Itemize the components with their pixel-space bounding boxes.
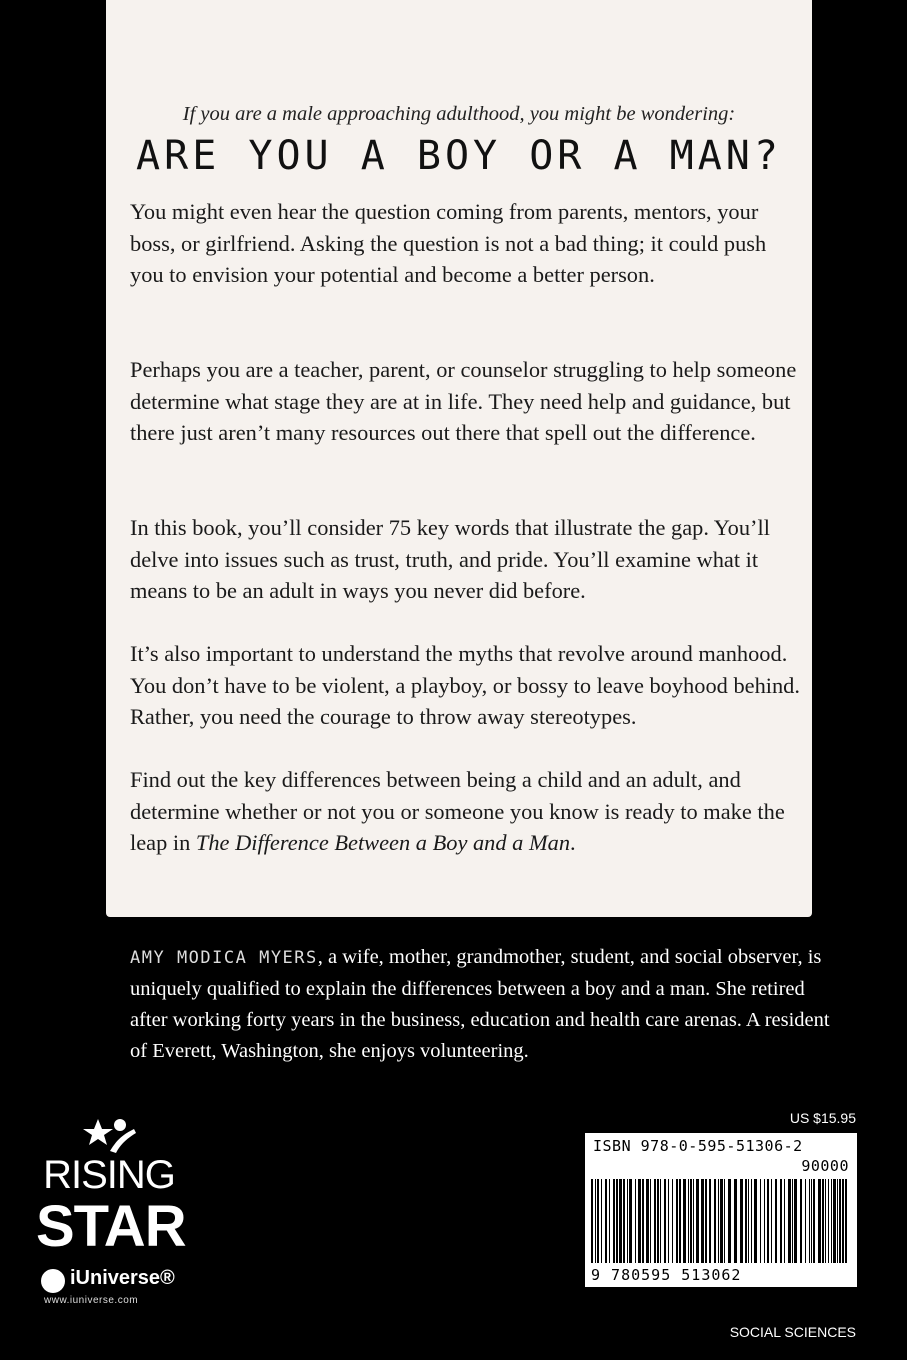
barcode-bar	[718, 1179, 719, 1263]
barcode-bar	[724, 1179, 725, 1263]
barcode-bar	[601, 1179, 602, 1263]
barcode-bar	[690, 1179, 692, 1263]
barcode-bar	[642, 1179, 644, 1263]
barcode-bar	[650, 1179, 651, 1263]
barcode	[585, 1133, 857, 1287]
barcode-bar	[805, 1179, 806, 1263]
barcode-bar	[745, 1179, 747, 1263]
intro-line: If you are a male approaching adulthood, you might be wondering:	[182, 103, 736, 125]
paragraph-1: You might even hear the question coming from parents, mentors, your boss, or girlfriend. Asking the question is not a bad thing; it could push you to envision your potential and become a better person.	[130, 199, 767, 288]
barcode-bar	[629, 1179, 632, 1263]
barcode-bar	[825, 1179, 826, 1263]
barcode-bar	[701, 1179, 704, 1263]
barcode-bar	[767, 1179, 769, 1263]
barcode-bar	[638, 1179, 641, 1263]
barcode-bar	[813, 1179, 815, 1263]
barcode-bar	[792, 1179, 793, 1263]
barcode-bar	[837, 1179, 838, 1263]
barcode-bar	[595, 1179, 596, 1263]
barcode-bar	[627, 1179, 628, 1263]
barcode-bar	[760, 1179, 761, 1263]
publisher-url: www.iuniverse.com	[44, 1295, 139, 1306]
barcode-bar	[842, 1179, 844, 1263]
barcode-bar	[822, 1179, 824, 1263]
barcode-bar	[784, 1179, 785, 1263]
ean-number: 9 780595 513062	[591, 1266, 742, 1284]
barcode-bar	[839, 1179, 841, 1263]
price: US $15.95	[789, 1110, 856, 1126]
publisher-name: iUniverse®	[70, 1267, 175, 1289]
author-name: AMY MODICA MYERS	[130, 948, 318, 968]
barcode-bar	[668, 1179, 669, 1263]
barcode-bar	[780, 1179, 782, 1263]
barcode-bar	[845, 1179, 847, 1263]
barcode-bar	[788, 1179, 791, 1263]
book-title: The Difference Between a Boy and a Man	[195, 830, 571, 856]
barcode-bar	[623, 1179, 625, 1263]
category-label: SOCIAL SCIENCES	[729, 1324, 856, 1340]
barcode-bar	[654, 1179, 656, 1263]
barcode-bar	[833, 1179, 836, 1263]
paragraph-2: Perhaps you are a teacher, parent, or counselor struggling to help someone determine what stage they are at in life. They need help and guidance, but there just aren’t many resources out there that spell out the difference.	[130, 357, 797, 446]
barcode-bar	[751, 1179, 752, 1263]
barcode-bar	[800, 1179, 802, 1263]
paragraph-5	[130, 764, 800, 859]
iuniverse-icon	[41, 1269, 65, 1293]
barcode-bar	[696, 1179, 699, 1263]
paragraph-5-text: Find out the key differences between being a child and an adult, and determine whether or not you or someone you know is ready to make the leap in	[130, 767, 785, 856]
barcode-bar	[591, 1179, 593, 1263]
price-code: 90000	[801, 1157, 849, 1175]
barcode-bar	[660, 1179, 661, 1263]
barcode-bar	[616, 1179, 618, 1263]
barcode-bar	[657, 1179, 659, 1263]
description-panel	[106, 0, 812, 917]
barcode-bar	[613, 1179, 615, 1263]
barcode-bar	[646, 1179, 649, 1263]
barcode-bar	[828, 1179, 829, 1263]
barcode-bar	[672, 1179, 673, 1263]
barcode-bar	[720, 1179, 723, 1263]
barcode-bar	[609, 1179, 610, 1263]
rising-star-logo	[36, 1115, 186, 1330]
barcode-bar	[771, 1179, 772, 1263]
author-bio	[130, 942, 830, 1067]
paragraph-3: In this book, you’ll consider 75 key words that illustrate the gap. You’ll delve into issues such as trust, truth, and pride. You’ll examine what it means to be an adult in ways you never did before.	[130, 515, 770, 604]
barcode-bar	[775, 1179, 777, 1263]
isbn-number: ISBN 978-0-595-51306-2	[593, 1137, 803, 1155]
logo-line-star: STAR	[36, 1194, 186, 1259]
barcode-bar	[714, 1179, 716, 1263]
paragraph-4: It’s also important to understand the myths that revolve around manhood. You don’t have to be violent, a playboy, or bossy to leave boyhood behind. Rather, you need the courage to throw away stereotypes.	[130, 641, 800, 730]
barcode-bar	[811, 1179, 812, 1263]
bio-text: , a wife, mother, grandmother, student, and social observer, is uniquely qualified to explain the differences between a boy and a man. She retired after working forty years in the business, education and health care arenas. A resident of Everett, Washington, she enjoys volunteering.	[130, 946, 830, 1062]
logo-line-rising: RISING	[43, 1153, 175, 1197]
barcode-bar	[764, 1179, 765, 1263]
barcode-bar	[709, 1179, 711, 1263]
barcode-bar	[818, 1179, 821, 1263]
barcode-bar	[676, 1179, 678, 1263]
barcode-bar	[705, 1179, 707, 1263]
barcode-bar	[728, 1179, 731, 1263]
barcode-bar	[734, 1179, 737, 1263]
barcode-bar	[679, 1179, 681, 1263]
barcode-bar	[740, 1179, 743, 1263]
barcode-bar	[748, 1179, 749, 1263]
barcode-bar	[809, 1179, 810, 1263]
barcode-bar	[597, 1179, 599, 1263]
barcode-bars	[591, 1179, 851, 1265]
barcode-bar	[754, 1179, 757, 1263]
barcode-bar	[831, 1179, 832, 1263]
barcode-bar	[619, 1179, 622, 1263]
barcode-bar	[683, 1179, 686, 1263]
star-figure-icon	[36, 1115, 186, 1155]
barcode-bar	[605, 1179, 607, 1263]
paragraph-5-end: .	[570, 830, 576, 856]
barcode-bar	[635, 1179, 636, 1263]
barcode-bar	[664, 1179, 666, 1263]
barcode-bar	[693, 1179, 694, 1263]
barcode-bar	[688, 1179, 689, 1263]
headline: ARE YOU A BOY OR A MAN?	[136, 133, 782, 179]
barcode-bar	[794, 1179, 797, 1263]
